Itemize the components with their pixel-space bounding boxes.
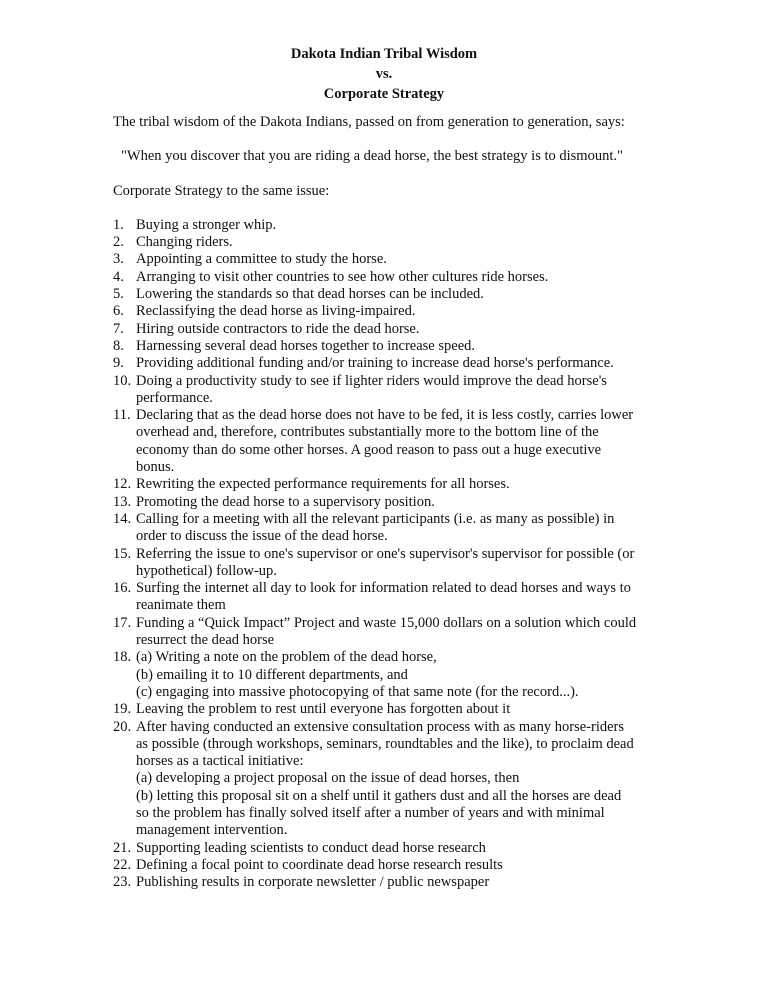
list-item-line: as possible (through workshops, seminars, roundtables and the like), to proclaim dead <box>136 735 634 752</box>
list-item-line: bonus. <box>136 459 175 476</box>
list-item-text <box>136 580 658 615</box>
list-item-line: order to discuss the issue of the dead horse. <box>136 528 388 545</box>
list-item-line: management intervention. <box>136 822 288 839</box>
list-item-line: Doing a productivity study to see if lighter riders would improve the dead horse's <box>136 372 607 389</box>
list-item <box>113 407 658 476</box>
list-item-line: Arranging to visit other countries to see how other cultures ride horses. <box>136 268 549 285</box>
list-item-text <box>136 217 658 234</box>
list-item <box>113 546 658 581</box>
list-item-line: Supporting leading scientists to conduct dead horse research <box>136 839 486 856</box>
list-item-number: 4. <box>113 268 124 285</box>
document-content <box>113 114 658 891</box>
list-item-number: 1. <box>113 216 124 233</box>
list-item-number: 10. <box>113 372 132 389</box>
list-item <box>113 719 658 840</box>
list-item-number: 3. <box>113 251 124 268</box>
list-item-line: Referring the issue to one's supervisor or one's supervisor's supervisor for possible (or <box>136 545 635 562</box>
list-item-number: 21. <box>113 839 132 856</box>
list-item-text <box>136 234 658 251</box>
list-item-line: (a) Writing a note on the problem of the dead horse, <box>136 649 437 666</box>
list-item <box>113 286 658 303</box>
list-item-line: horses as a tactical initiative: <box>136 753 304 770</box>
list-item <box>113 580 658 615</box>
list-item-number: 12. <box>113 476 132 493</box>
tribal-quote: "When you discover that you are riding a dead horse, the best strategy is to dismount." <box>121 148 623 165</box>
list-item-line: reanimate them <box>136 597 226 614</box>
list-item-line: Providing additional funding and/or training to increase dead horse's performance. <box>136 355 614 372</box>
list-item-text <box>136 615 658 650</box>
list-item-line: (a) developing a project proposal on the issue of dead horses, then <box>136 770 520 787</box>
list-item <box>113 874 658 891</box>
list-item <box>113 649 658 701</box>
list-item-line: Publishing results in corporate newsletter / public newspaper <box>136 874 490 891</box>
list-item-text <box>136 719 658 840</box>
list-item <box>113 355 658 372</box>
list-item-line: Promoting the dead horse to a supervisory position. <box>136 493 435 510</box>
list-item-number: 17. <box>113 614 132 631</box>
list-item-text <box>136 476 658 493</box>
list-item-number: 6. <box>113 303 124 320</box>
list-item-text <box>136 546 658 581</box>
list-item-number: 9. <box>113 355 124 372</box>
list-item <box>113 234 658 251</box>
list-item-number: 20. <box>113 718 132 735</box>
list-item-line: so the problem has finally solved itself after a number of years and with minimal <box>136 804 605 821</box>
strategy-list <box>113 217 658 892</box>
list-item-text <box>136 355 658 372</box>
list-item-line: hypothetical) follow-up. <box>136 562 277 579</box>
list-item-text <box>136 373 658 408</box>
list-item <box>113 494 658 511</box>
list-item-line: resurrect the dead horse <box>136 632 275 649</box>
list-item <box>113 251 658 268</box>
list-item-line: Hiring outside contractors to ride the dead horse. <box>136 320 420 337</box>
list-item-line: Lowering the standards so that dead horses can be included. <box>136 286 484 303</box>
list-item <box>113 373 658 408</box>
list-item-text <box>136 649 658 701</box>
list-item-line: Harnessing several dead horses together to increase speed. <box>136 337 476 354</box>
list-item <box>113 303 658 320</box>
list-item-line: Surfing the internet all day to look for information related to dead horses and ways to <box>136 580 631 597</box>
list-item-text <box>136 303 658 320</box>
list-item <box>113 269 658 286</box>
list-item-text <box>136 511 658 546</box>
list-item-text <box>136 269 658 286</box>
list-item-number: 23. <box>113 874 132 891</box>
list-item-text <box>136 407 658 476</box>
list-item-number: 2. <box>113 234 124 251</box>
list-item-line: economy than do some other horses. A good reason to pass out a huge executive <box>136 441 602 458</box>
list-item-text <box>136 494 658 511</box>
list-item-text <box>136 338 658 355</box>
list-item-number: 15. <box>113 545 132 562</box>
list-item-number: 8. <box>113 337 124 354</box>
list-item-number: 19. <box>113 701 132 718</box>
list-item-line: Appointing a committee to study the horse. <box>136 251 387 268</box>
document-title <box>0 44 768 104</box>
list-item-number: 13. <box>113 493 132 510</box>
list-item-text <box>136 251 658 268</box>
list-item-line: (c) engaging into massive photocopying of that same note (for the record...). <box>136 683 579 700</box>
list-item-number: 5. <box>113 286 124 303</box>
title-line-corporate-strategy: Corporate Strategy <box>323 86 445 102</box>
list-item-line: Calling for a meeting with all the relevant participants (i.e. as many as possible) in <box>136 510 615 527</box>
list-item-line: overhead and, therefore, contributes substantially more to the bottom line of the <box>136 424 599 441</box>
list-item-line: Rewriting the expected performance requirements for all horses. <box>136 476 510 493</box>
list-item-text <box>136 857 658 874</box>
list-item <box>113 476 658 493</box>
list-item <box>113 615 658 650</box>
list-item-line: Reclassifying the dead horse as living-impaired. <box>136 303 416 320</box>
list-item-line: Changing riders. <box>136 234 233 251</box>
list-item-text <box>136 321 658 338</box>
list-item-line: (b) emailing it to 10 different departments, and <box>136 666 408 683</box>
list-item-text <box>136 840 658 857</box>
list-item <box>113 321 658 338</box>
list-item <box>113 840 658 857</box>
list-item-number: 11. <box>113 407 131 424</box>
list-item-line: Buying a stronger whip. <box>136 216 277 233</box>
list-item-line: Leaving the problem to rest until everyone has forgotten about it <box>136 701 511 718</box>
list-item-number: 22. <box>113 856 132 873</box>
title-line-main: Dakota Indian Tribal Wisdom <box>290 46 478 62</box>
list-item <box>113 338 658 355</box>
list-item-text <box>136 286 658 303</box>
list-item <box>113 217 658 234</box>
list-item-line: Funding a “Quick Impact” Project and waste 15,000 dollars on a solution which could <box>136 614 637 631</box>
list-item-line: After having conducted an extensive consultation process with as many horse-riders <box>136 718 625 735</box>
list-item-number: 16. <box>113 580 132 597</box>
intro-paragraph: The tribal wisdom of the Dakota Indians, passed on from generation to generation, says: <box>113 114 625 130</box>
list-item-line: performance. <box>136 389 213 406</box>
list-item-line: Defining a focal point to coordinate dead horse research results <box>136 856 503 873</box>
list-item-text <box>136 701 658 718</box>
list-item-line: (b) letting this proposal sit on a shelf until it gathers dust and all the horses are dead <box>136 787 622 804</box>
list-item-number: 18. <box>113 649 132 666</box>
list-item <box>113 511 658 546</box>
list-item-text <box>136 874 658 891</box>
list-item-number: 7. <box>113 320 124 337</box>
list-item <box>113 701 658 718</box>
list-item-number: 14. <box>113 510 132 527</box>
list-item-line: Declaring that as the dead horse does not have to be fed, it is less costly, carries lower <box>136 407 634 424</box>
list-item <box>113 857 658 874</box>
title-line-versus: vs. <box>375 66 393 82</box>
strategy-heading: Corporate Strategy to the same issue: <box>113 182 330 199</box>
